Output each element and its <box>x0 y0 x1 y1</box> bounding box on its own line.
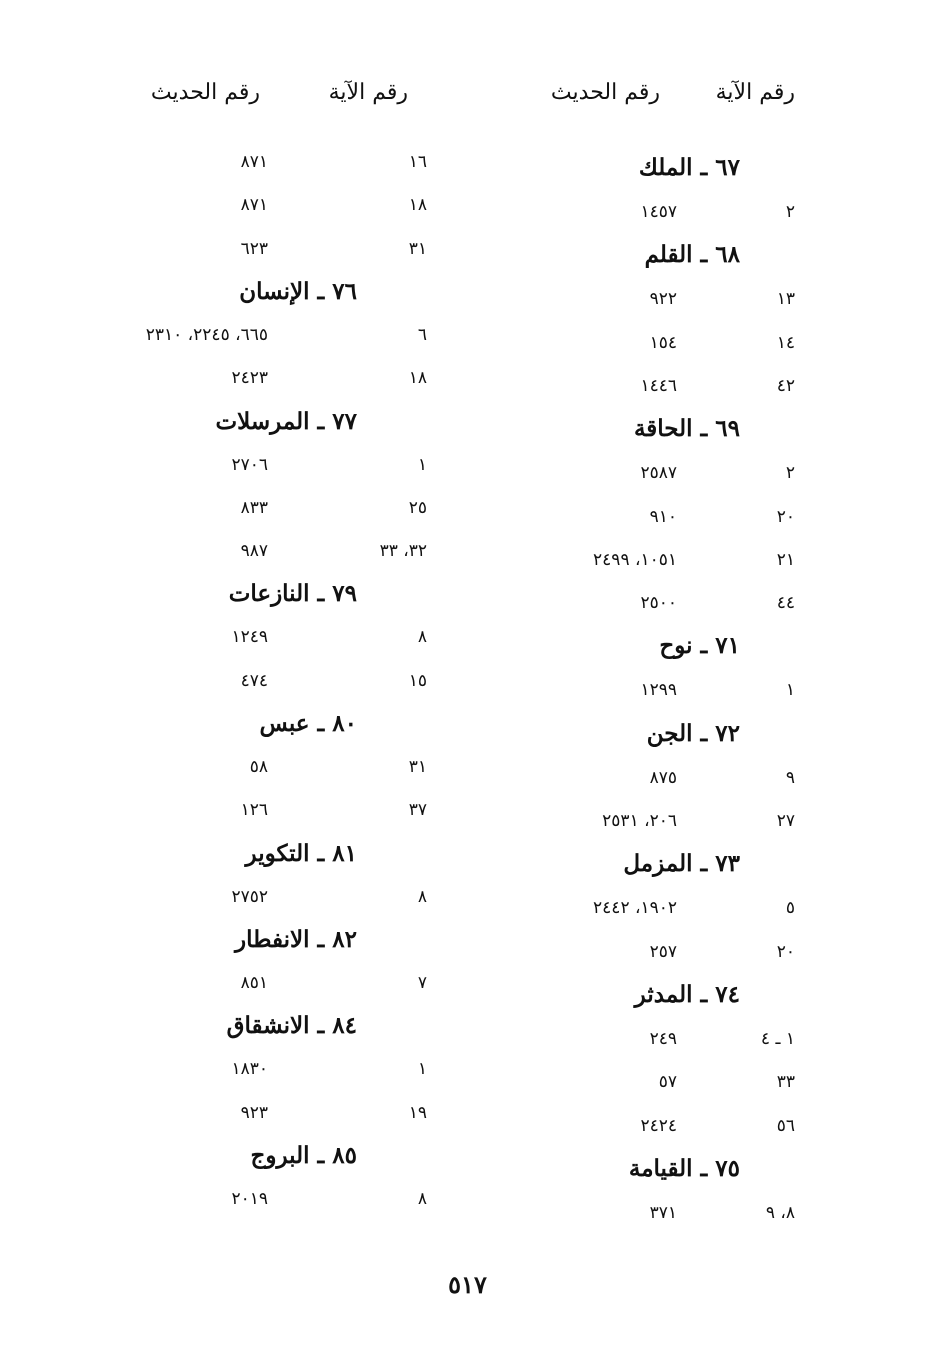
hadith-number: ١٢٩٩ <box>640 680 677 701</box>
hadith-number: ٢٧٠٦ <box>231 454 268 475</box>
hadith-number: ٢٤٢٣ <box>231 368 268 389</box>
hadith-number: ١٢٦ <box>240 800 268 821</box>
ayah-number: ١ <box>417 454 427 475</box>
surah-heading: ٦٨ ـ القلم <box>644 241 740 269</box>
ayah-number: ١٤ <box>776 332 795 353</box>
hadith-number: ٦٦٥، ٢٢٤٥، ٢٣١٠ <box>145 324 268 345</box>
hadith-number: ٤٧٤ <box>240 670 268 691</box>
page-number: ٥١٧ <box>448 1270 487 1299</box>
ayah-number: ١ <box>785 680 795 701</box>
surah-heading: ٧٣ ـ المزمل <box>623 850 740 878</box>
hadith-number: ٢٥٠٠ <box>640 593 677 614</box>
surah-heading: ٧٧ ـ المرسلات <box>215 407 357 435</box>
surah-heading: ٧١ ـ نوح <box>659 632 740 660</box>
hadith-number: ٢٥٧ <box>649 941 677 962</box>
hadith-number: ٥٨ <box>249 757 268 777</box>
surah-heading: ٨٤ ـ الانشقاق <box>226 1012 357 1040</box>
hadith-number: ٢٤٢٤ <box>640 1115 677 1136</box>
left-hadith-header: رقم الحديث <box>150 80 260 105</box>
right-ayah-header: رقم الآية <box>715 80 795 105</box>
hadith-number: ١٩٠٢، ٢٤٤٢ <box>593 898 677 919</box>
hadith-number: ٦٢٣ <box>240 238 268 259</box>
hadith-number: ٢٥٨٧ <box>640 463 677 484</box>
ayah-number: ٨ <box>417 886 427 907</box>
ayah-number: ١٩ <box>408 1102 427 1123</box>
ayah-number: ٢١ <box>776 549 795 570</box>
ayah-number: ١٣ <box>776 289 795 310</box>
hadith-number: ٨٥١ <box>240 972 268 993</box>
surah-heading: ٨٢ ـ الانفطار <box>235 925 357 953</box>
ayah-number: ١٨ <box>408 195 427 216</box>
ayah-number: ٨، ٩ <box>765 1202 795 1223</box>
surah-heading: ٦٧ ـ الملك <box>638 154 740 181</box>
surah-heading: ٦٩ ـ الحاقة <box>633 415 740 443</box>
ayah-number: ٣١ <box>408 238 427 259</box>
hadith-number: ٨٧١ <box>240 152 268 172</box>
ayah-number: ٤٢ <box>776 375 795 396</box>
hadith-number: ٨٧٥ <box>649 767 677 788</box>
hadith-number: ١٤٤٦ <box>640 375 677 396</box>
hadith-number: ١٢٤٩ <box>231 627 268 648</box>
ayah-number: ٨ <box>417 627 427 648</box>
hadith-number: ٩٢٣ <box>240 1102 268 1123</box>
ayah-number: ١٨ <box>408 368 427 389</box>
surah-heading: ٧٤ ـ المدثر <box>634 980 740 1008</box>
ayah-number: ٣٧ <box>408 800 427 821</box>
ayah-number: ٦ <box>417 324 427 345</box>
hadith-number: ٥٧ <box>658 1072 677 1093</box>
ayah-number: ٢٠ <box>776 506 795 527</box>
hadith-number: ٢٤٩ <box>649 1028 677 1049</box>
hadith-number: ٩١٠ <box>649 506 677 527</box>
ayah-number: ٨ <box>417 1188 427 1209</box>
hadith-number: ١٠٥١، ٢٤٩٩ <box>593 549 677 570</box>
surah-heading: ٨٠ ـ عبس <box>259 710 357 737</box>
ayah-number: ١٥ <box>408 670 427 691</box>
hadith-number: ١٥٤ <box>649 332 677 353</box>
right-hadith-header: رقم الحديث <box>550 80 660 105</box>
ayah-number: ٣١ <box>408 757 427 777</box>
hadith-number: ٢٧٥٢ <box>231 886 268 907</box>
ayah-number: ٢ <box>785 202 795 222</box>
surah-heading: ٧٩ ـ النازعات <box>228 580 357 608</box>
surah-heading: ٧٢ ـ الجن <box>646 719 740 747</box>
surah-heading: ٧٥ ـ القيامة <box>628 1154 740 1182</box>
hadith-number: ١٨٣٠ <box>231 1059 268 1080</box>
ayah-number: ١٦ <box>408 152 427 172</box>
ayah-number: ٥ <box>785 898 795 919</box>
ayah-number: ٥٦ <box>776 1115 795 1136</box>
hadith-number: ٩٨٧ <box>240 541 268 562</box>
surah-heading: ٨١ ـ التكوير <box>245 839 357 867</box>
ayah-number: ٢ <box>785 463 795 484</box>
left-ayah-header: رقم الآية <box>328 80 408 105</box>
hadith-number: ٩٢٢ <box>649 289 677 310</box>
ayah-number: ٣٢، ٣٣ <box>379 541 427 562</box>
hadith-number: ٢٠٦، ٢٥٣١ <box>602 811 677 831</box>
surah-heading: ٨٥ ـ البروج <box>250 1141 357 1169</box>
ayah-number: ٢٧ <box>776 811 795 831</box>
ayah-number: ١ ـ ٤ <box>760 1028 795 1049</box>
ayah-number: ٢٥ <box>408 497 427 518</box>
ayah-number: ٩ <box>785 767 795 788</box>
ayah-number: ٤٤ <box>776 593 795 614</box>
hadith-number: ٣٧١ <box>649 1202 677 1223</box>
ayah-number: ١ <box>417 1059 427 1080</box>
hadith-number: ٢٠١٩ <box>231 1188 268 1209</box>
hadith-number: ٨٣٣ <box>240 497 268 518</box>
hadith-number: ٨٧١ <box>240 195 268 216</box>
ayah-number: ٧ <box>417 972 427 993</box>
surah-heading: ٧٦ ـ الإنسان <box>239 277 357 305</box>
ayah-number: ٣٣ <box>776 1072 795 1093</box>
hadith-number: ١٤٥٧ <box>640 202 677 222</box>
ayah-number: ٢٠ <box>776 941 795 962</box>
